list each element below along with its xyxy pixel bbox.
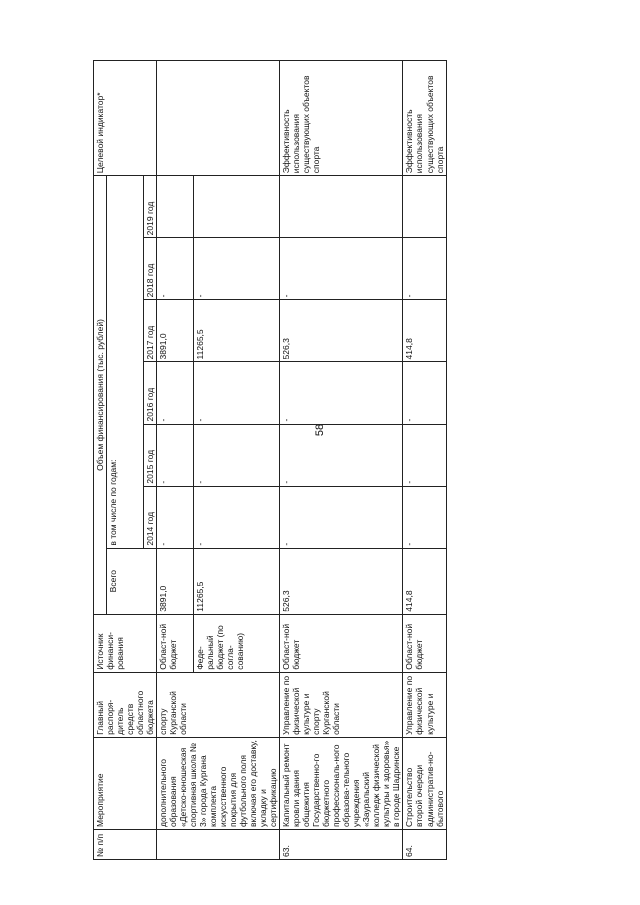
row-num: 63. (280, 829, 403, 859)
row-indicator: Эффективность использования существующих объектов спорта (403, 61, 446, 176)
row-source: Област-ной бюджет (280, 614, 403, 672)
table-row (403, 61, 446, 860)
row-year-2019 (194, 176, 280, 238)
row-indicator: Эффективность использования существующих объектов спорта (280, 61, 403, 176)
row-year-2019 (157, 176, 194, 238)
row-year-2015: - (403, 424, 446, 486)
row-year-2019 (280, 176, 403, 238)
row-year-2015: - (194, 424, 280, 486)
rotated-table-wrapper (93, 60, 593, 860)
row-total: 414,8 (403, 548, 446, 614)
header-indicator: Целевой индикатор* (94, 61, 157, 176)
row-year-2014: - (280, 486, 403, 548)
header-source: Источник финанси-рования (94, 614, 157, 672)
header-num: № п/п (94, 829, 157, 859)
header-year-2017: 2017 год (144, 300, 157, 362)
header-funding: Объем финансирования (тыс. рублей) (94, 176, 107, 614)
row-year-2018: - (194, 238, 280, 300)
row-year-2017: 3891,0 (157, 300, 194, 362)
page-number: 58 (314, 423, 326, 437)
row-year-2017: 526,3 (280, 300, 403, 362)
row-source: Феде-ральный бюджет (по согла-сованию) (194, 614, 280, 672)
row-manager: Управление по физической культуре и (403, 672, 446, 737)
row-year-2015: - (280, 424, 403, 486)
row-total: 526,3 (280, 548, 403, 614)
header-year-2015: 2015 год (144, 424, 157, 486)
row-event: дополнительного образования «Детско-юношеская спортивная школа № 3» города Кургана комплекта искусственного покрытия для футбольного поля включая его доставку, укладку и сертификацию (157, 737, 280, 829)
row-year-2017: 414,8 (403, 300, 446, 362)
row-event: Капитальный ремонт кровли здания общежития Государственно-го бюджетного профессиональ-ного образова-тельного учреждения «Зауральский колледж физической культуры и здоровья» в городе Шадринске (280, 737, 403, 829)
row-year-2014: - (194, 486, 280, 548)
row-num: 64. (403, 829, 446, 859)
header-incl-years: в том числе по годам: (107, 176, 144, 548)
row-year-2018: - (403, 238, 446, 300)
row-indicator (157, 61, 280, 176)
row-year-2016: - (157, 362, 194, 424)
row-year-2016: - (280, 362, 403, 424)
header-manager: Главный распоря-дитель средств областного бюджета (94, 672, 157, 737)
header-year-2019: 2019 год (144, 176, 157, 238)
header-event: Мероприятие (94, 737, 157, 829)
row-num (157, 829, 280, 859)
row-year-2015: - (157, 424, 194, 486)
header-total: Всего (107, 548, 157, 614)
row-year-2017: 11265,5 (194, 300, 280, 362)
row-year-2014: - (403, 486, 446, 548)
row-manager: Управление по физической культуре и спорту Курганской области (280, 672, 403, 737)
row-year-2019 (403, 176, 446, 238)
row-total: 3891,0 (157, 548, 194, 614)
row-source: Област-ной бюджет (157, 614, 194, 672)
row-year-2016: - (403, 362, 446, 424)
row-year-2014: - (157, 486, 194, 548)
row-year-2018: - (157, 238, 194, 300)
row-manager: спорту Курганской области (157, 672, 280, 737)
row-year-2016: - (194, 362, 280, 424)
row-event: Строительство второй очереди административ-но-бытового (403, 737, 446, 829)
header-year-2018: 2018 год (144, 238, 157, 300)
row-source: Област-ной бюджет (403, 614, 446, 672)
row-total: 11265,5 (194, 548, 280, 614)
table-row (280, 61, 403, 860)
table-row (157, 61, 194, 860)
financing-table (93, 60, 447, 860)
row-year-2018: - (280, 238, 403, 300)
header-year-2016: 2016 год (144, 362, 157, 424)
header-year-2014: 2014 год (144, 486, 157, 548)
